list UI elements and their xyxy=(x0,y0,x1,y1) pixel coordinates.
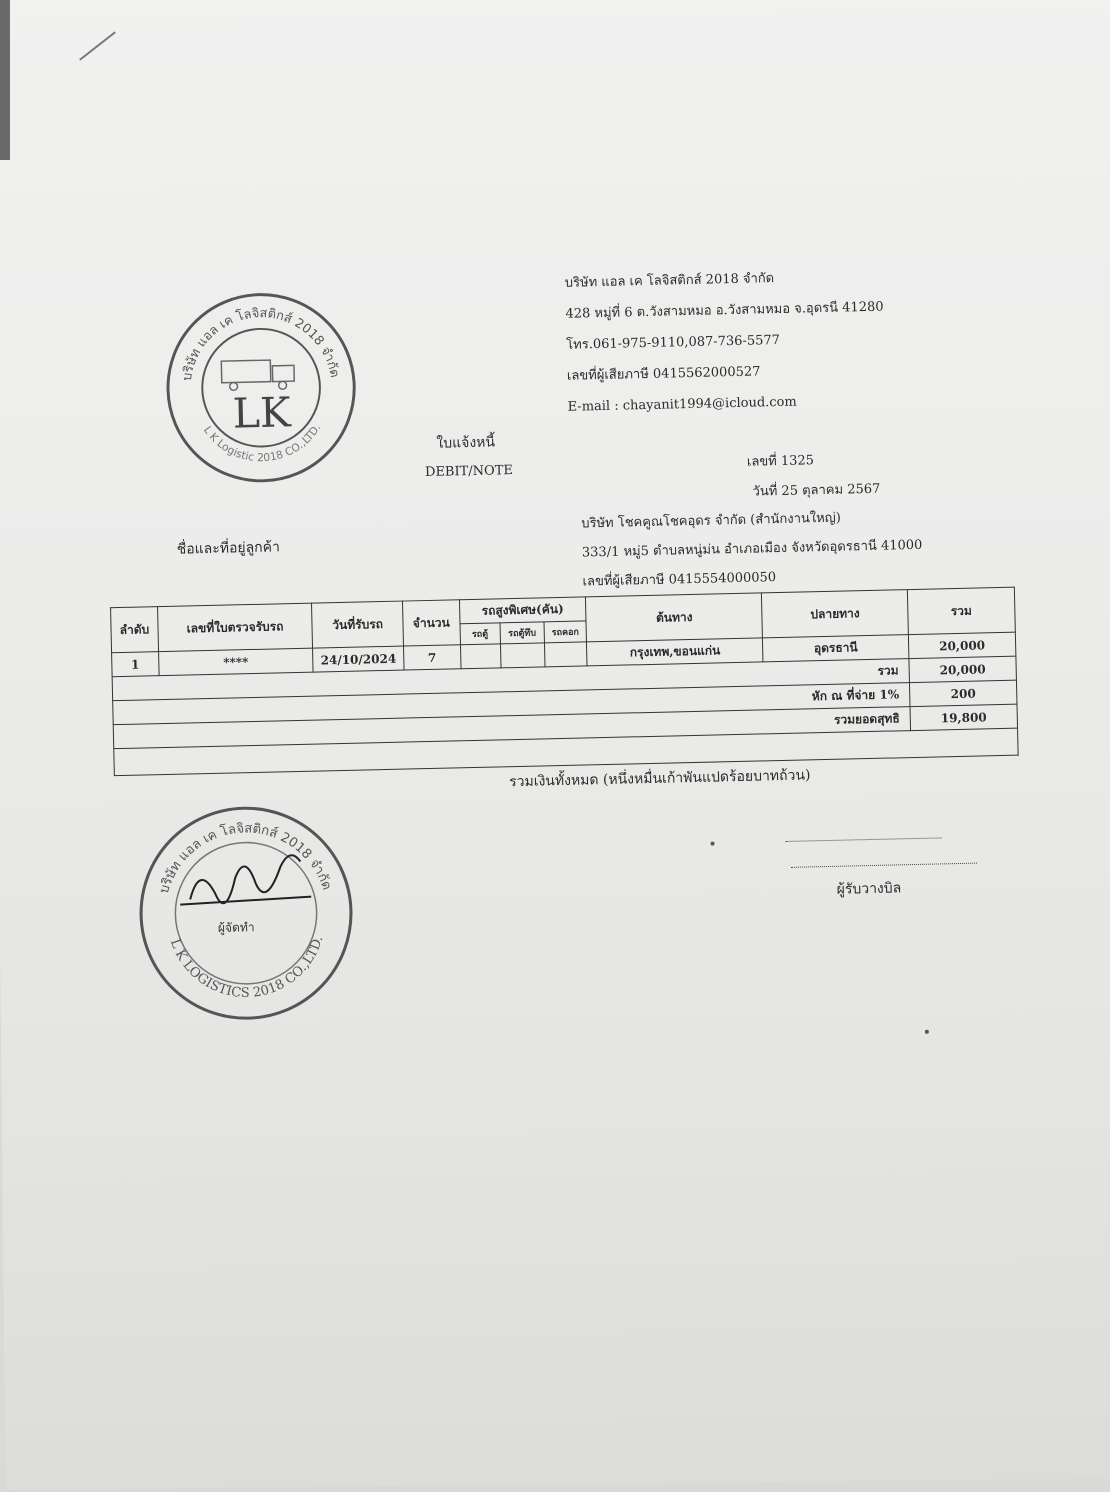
header-no: ลำดับ xyxy=(111,607,159,653)
truck-icon xyxy=(221,360,294,391)
header-sub-van: รถตู้ xyxy=(460,623,501,645)
withholding-value: 200 xyxy=(909,680,1017,706)
logo-text-bottom: L K Logistic 2018 CO.,LTD. xyxy=(200,421,324,465)
handwritten-signature xyxy=(179,855,311,905)
stamp-text-top: บริษัท แอล เค โลจิสติกส์ 2018 จำกัด xyxy=(156,821,335,896)
speck xyxy=(925,1030,929,1034)
logo-initials: LK xyxy=(232,388,292,438)
signature-line-2 xyxy=(791,863,977,868)
document-title-en: DEBIT/NOTE xyxy=(424,463,514,481)
document-title-th: ใบแจ้งหนี้ xyxy=(436,434,496,452)
company-address: 428 หมู่ที่ 6 ต.วังสามหมอ อ.วังสามหมอ จ.อุดรนี 41280 xyxy=(565,299,884,322)
header-total: รวม xyxy=(907,587,1015,634)
header-special: รถสูงพิเศษ(คัน) xyxy=(459,597,586,624)
document-number: เลขที่ 1325 xyxy=(746,453,815,470)
company-phone: โทร.061-975-9110,087-736-5577 xyxy=(566,332,781,353)
cell-sub-stall xyxy=(544,642,587,667)
receiver-label: ผู้รับวางบิล xyxy=(836,880,902,898)
cell-invoice-no: **** xyxy=(158,648,313,676)
customer-name: บริษัท โชคคูณโชคอุดร จำกัด (สำนักงานใหญ่) xyxy=(581,510,842,532)
stamp-text-bottom: L K LOGISTICS 2018 CO.,LTD. xyxy=(166,934,327,1002)
header-qty: จำนวน xyxy=(402,600,460,646)
cell-origin: กรุงเทพ,ขอนแก่น xyxy=(587,638,764,666)
header-origin: ต้นทาง xyxy=(586,593,763,642)
total-in-words: รวมเงินทั้งหมด (หนึ่งหมื่นเก้าพันแปดร้อยบาทถ้วน) xyxy=(508,767,811,791)
sum-label: รวม xyxy=(112,659,909,701)
signature-line-1 xyxy=(786,837,942,842)
cell-no: 1 xyxy=(112,652,159,677)
items-table xyxy=(110,587,1019,776)
net-label: รวมยอดสุทธิ xyxy=(113,707,910,749)
customer-tax-id: เลขที่ผู้เสียภาษี 0415554000050 xyxy=(582,570,777,590)
cell-date: 24/10/2024 xyxy=(313,646,404,672)
company-name: บริษัท แอล เค โลจิสติกส์ 2018 จำกัด xyxy=(564,271,775,291)
withholding-label: หัก ณ ที่จ่าย 1% xyxy=(113,683,910,725)
cell-total: 20,000 xyxy=(908,632,1016,658)
signature-stamp xyxy=(133,800,360,1027)
header-date: วันที่รับรถ xyxy=(312,601,404,648)
customer-address: 333/1 หมู่5 ตำบลหนู่ม่น อำเภอเมือง จังหวัดอุดรธานี 41000 xyxy=(581,537,923,561)
cell-sub-van xyxy=(460,644,501,669)
speck xyxy=(711,842,715,846)
company-tax-id: เลขที่ผู้เสียภาษี 0415562000527 xyxy=(566,364,761,384)
logo-text-top: บริษัท แอล เค โลจิสติกส์ 2018 จำกัด xyxy=(179,306,342,382)
company-logo-stamp xyxy=(161,288,361,488)
header-destination: ปลายทาง xyxy=(762,590,908,638)
customer-label: ชื่อและที่อยู่ลูกค้า xyxy=(176,539,281,558)
company-info xyxy=(564,261,886,423)
header-invoice-no: เลขที่ใบตรวจรับรถ xyxy=(157,603,313,651)
company-email: E-mail : chayanit1994@icloud.com xyxy=(567,394,797,415)
header-sub-stall: รถคอก xyxy=(544,621,587,643)
net-value: 19,800 xyxy=(910,704,1018,730)
document-date: วันที่ 25 ตุลาคม 2567 xyxy=(752,481,881,500)
cell-sub-closed-van xyxy=(500,643,545,668)
sum-value: 20,000 xyxy=(909,656,1017,682)
cell-destination: อุดรธานี xyxy=(763,635,909,662)
customer-info xyxy=(581,502,923,597)
cell-qty: 7 xyxy=(404,645,461,670)
signer-label: ผู้จัดทำ xyxy=(217,920,255,936)
header-sub-closed-van: รถตู้ทึบ xyxy=(500,622,545,644)
